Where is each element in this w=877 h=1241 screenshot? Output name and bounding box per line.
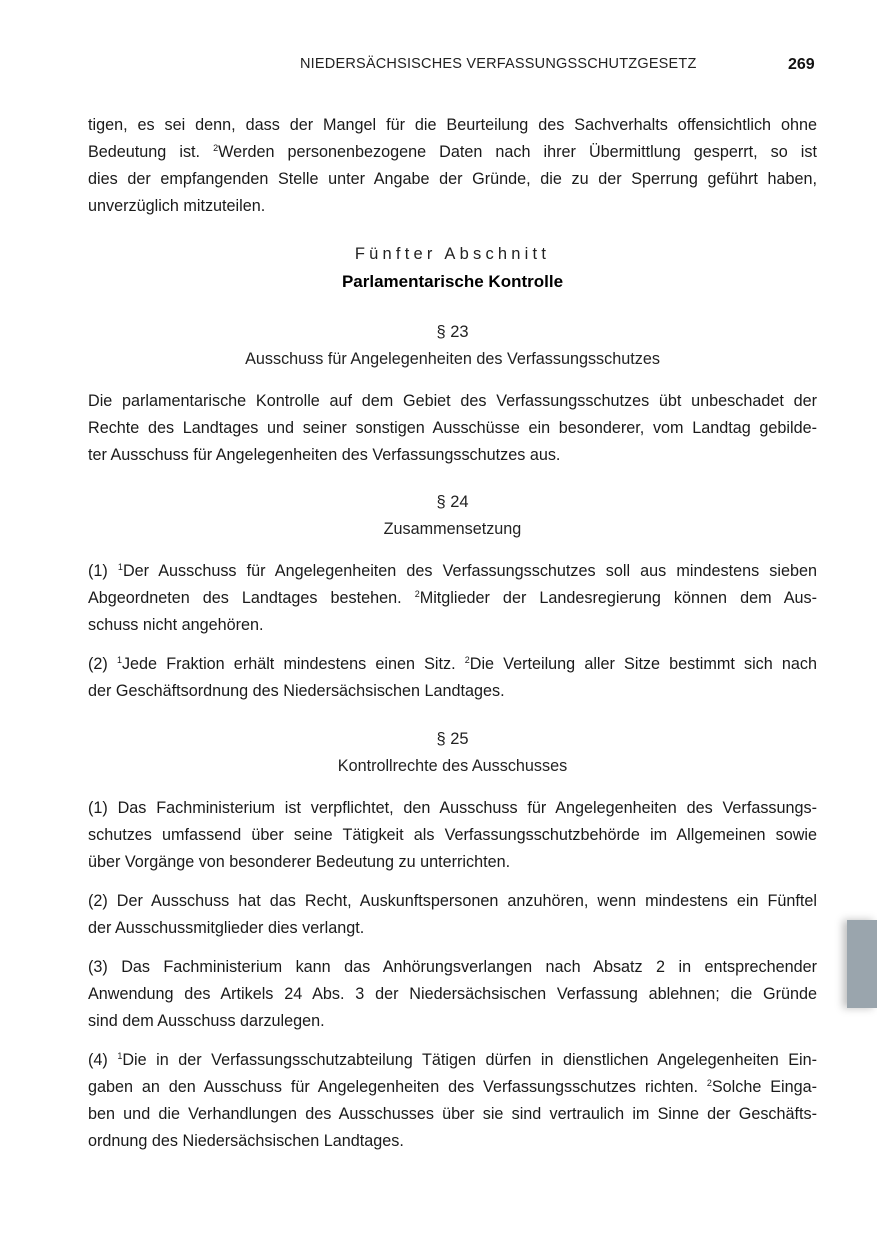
sentence-number: 1	[117, 562, 123, 572]
text-line: Anwendung des Artikels 24 Abs. 3 der Niedersächsischen Verfassung ablehnen; die Gründe	[88, 985, 817, 1003]
text-line: tigen, es sei denn, dass der Mangel für die Beurteilung des Sachverhalts offensichtlich ohne	[88, 116, 817, 134]
text-line: Die parlamentarische Kontrolle auf dem Gebiet des Verfassungsschutzes übt unbeschadet der	[88, 392, 817, 410]
text-line: der Ausschussmitglieder dies verlangt.	[88, 919, 365, 937]
text-line: Abgeordneten des Landtages bestehen. $^2$Mitglieder der Landesregierung können dem Aus-	[88, 589, 817, 607]
text-line: (4) $^1$Die in der Verfassungsschutzabteilung Tätigen dürfen in dienstlichen Angelegenheiten Ein-	[88, 1051, 818, 1069]
text-line: ter Ausschuss für Angelegenheiten des Verfassungsschutzes aus.	[88, 446, 561, 464]
sentence-number: 1	[117, 1051, 123, 1061]
text-line: dies der empfangenden Stelle unter Angabe der Gründe, die zu der Sperrung geführt haben,	[88, 170, 817, 188]
text-line: (2) Der Ausschuss hat das Recht, Auskunftspersonen anzuhören, wenn mindestens ein Fünftel	[88, 892, 817, 910]
section-25-paragraph-2	[88, 888, 817, 942]
page-number: 269	[788, 56, 815, 73]
section-25-paragraph-4	[88, 1047, 817, 1155]
running-header-title: NIEDERSÄCHSISCHES VERFASSUNGSSCHUTZGESETZ	[300, 56, 697, 72]
section-24-paragraph-1	[88, 558, 817, 639]
text-line: der Geschäftsordnung des Niedersächsischen Landtages.	[88, 682, 505, 700]
text-line: (3) Das Fachministerium kann das Anhörungsverlangen nach Absatz 2 in entsprechender	[88, 958, 817, 976]
text-line: sind dem Ausschuss darzulegen.	[88, 1012, 325, 1030]
section-number-23: § 23	[436, 323, 469, 341]
thumb-index-tab	[847, 920, 877, 1008]
text-line: gaben an den Ausschuss für Angelegenheiten des Verfassungsschutzes richten. $^2$Solche Einga-	[88, 1078, 817, 1096]
sentence-number: 2	[464, 655, 470, 665]
section-24-paragraph-2	[88, 651, 817, 705]
chapter-label: Fünfter Abschnitt	[354, 245, 551, 263]
section-25-paragraph-1	[88, 795, 817, 876]
sentence-number: 2	[706, 1078, 712, 1088]
text-line: (2) $^1$Jede Fraktion erhält mindestens einen Sitz. $^2$Die Verteilung aller Sitze bestimmt sich nach	[88, 655, 818, 673]
chapter-title: Parlamentarische Kontrolle	[341, 272, 564, 291]
section-25-paragraph-3	[88, 954, 817, 1035]
text-line: Bedeutung ist. $^2$Werden personenbezogene Daten nach ihrer Übermittlung gesperrt, so ist	[88, 143, 817, 161]
intro-paragraph	[88, 112, 817, 220]
text-line: schutzes umfassend über seine Tätigkeit als Verfassungsschutzbehörde im Allgemeinen sowie	[88, 826, 817, 844]
text-line: schuss nicht angehören.	[88, 616, 264, 634]
section-title-23: Ausschuss für Angelegenheiten des Verfassungsschutzes	[245, 350, 660, 368]
text-line: über Vorgänge von besonderer Bedeutung zu unterrichten.	[88, 853, 511, 871]
section-title-24: Zusammensetzung	[383, 520, 522, 538]
sentence-number: 2	[414, 589, 420, 599]
sentence-number: 1	[116, 655, 122, 665]
section-number-24: § 24	[436, 493, 469, 511]
text-line: (1) $^1$Der Ausschuss für Angelegenheiten des Verfassungsschutzes soll aus mindestens sieben	[88, 562, 818, 580]
text-line: ordnung des Niedersächsischen Landtages.	[88, 1132, 404, 1150]
text-line: ben und die Verhandlungen des Ausschusses über sie sind vertraulich im Sinne der Geschäfts-	[88, 1105, 817, 1123]
section-title-25: Kontrollrechte des Ausschusses	[337, 757, 568, 775]
section-23-paragraph	[88, 388, 817, 469]
section-number-25: § 25	[436, 730, 469, 748]
text-line: unverzüglich mitzuteilen.	[88, 197, 266, 215]
sentence-number: 2	[213, 143, 219, 153]
text-line: Rechte des Landtages und seiner sonstigen Ausschüsse ein besonderer, vom Landtag gebilde-	[88, 419, 817, 437]
text-line: (1) Das Fachministerium ist verpflichtet, den Ausschuss für Angelegenheiten des Verfassungs-	[88, 799, 817, 817]
